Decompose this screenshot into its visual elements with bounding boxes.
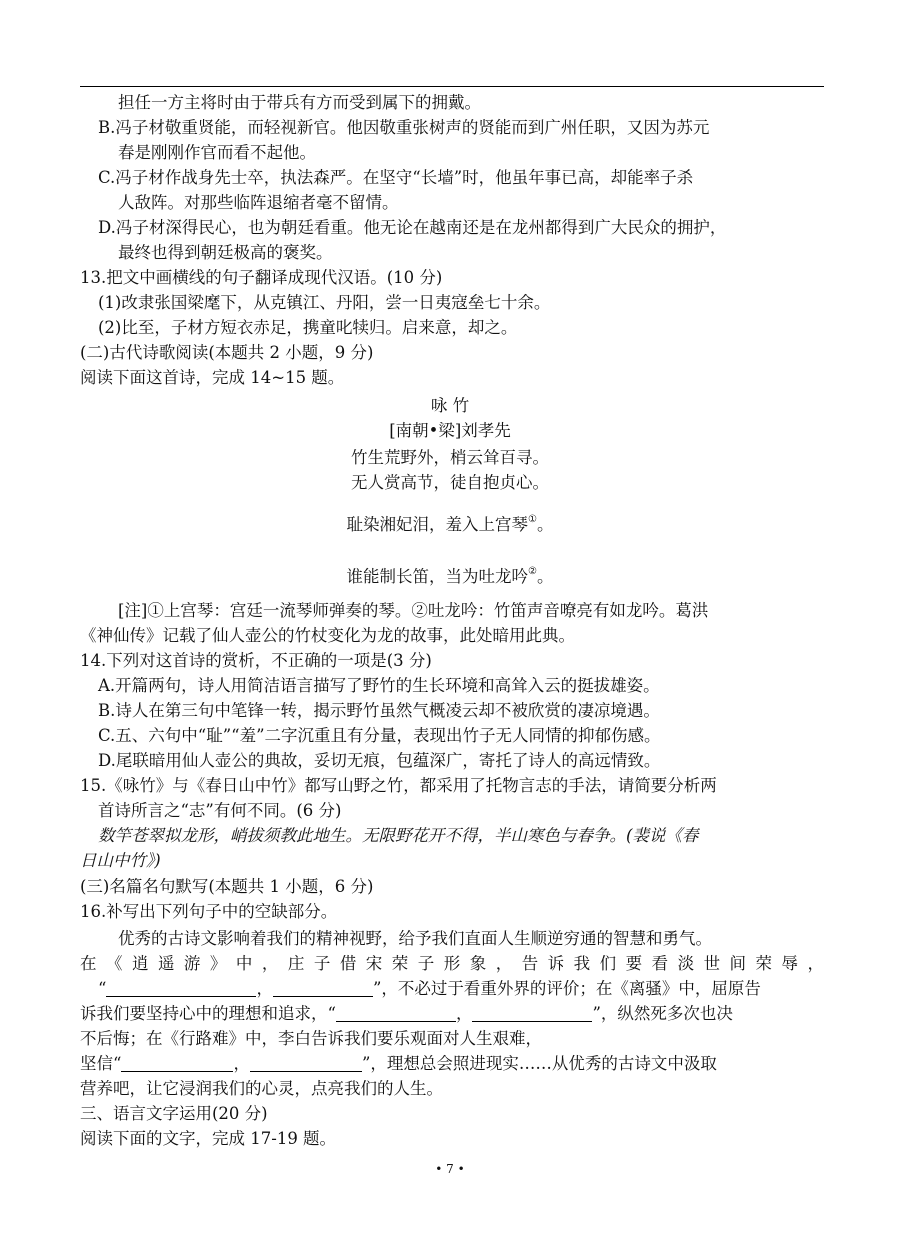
q13-item-1: (1)改隶张国梁麾下，从克镇江、丹阳，尝一日夷寇垒七十余。 (98, 293, 551, 312)
q15-stem: 15.《咏竹》与《春日山中竹》都写山野之竹，都采用了托物言志的手法，请简要分析两 (80, 776, 717, 795)
q12-option-b-cont: 春是刚刚作官而看不起他。 (118, 143, 316, 162)
poetry-instruction: 阅读下面这首诗，完成 14~15 题。 (80, 368, 345, 387)
q13-item-2: (2)比至，子材方短衣赤足，携童叱犊归。启来意，却之。 (98, 318, 518, 337)
q14-option-b: B.诗人在第三句中笔锋一转，揭示野竹虽然气概凌云却不被欣赏的凄凉境遇。 (98, 701, 660, 720)
poem-title: 咏 竹 (430, 396, 470, 415)
q14-option-d: D.尾联暗用仙人壶公的典故，妥切无痕，包蕴深广，寄托了诗人的高远情致。 (98, 751, 661, 770)
note-marker-1: ① (528, 514, 537, 525)
q14-option-c: C.五、六句中“耻”“羞”二字沉重且有分量，表现出竹子无人同情的抑郁伤感。 (98, 726, 661, 745)
poem-line-4-text: 谁能制长笛，当为吐龙吟 (346, 567, 529, 586)
q16-text-2 (98, 978, 761, 1000)
blank-6[interactable] (250, 1055, 362, 1072)
q16-text-3 (80, 1003, 733, 1025)
q16-text-6: 营养吧，让它浸润我们的心灵，点亮我们的人生。 (80, 1079, 443, 1098)
q16-text-3-rest: ”，纵然死多次也决 (592, 1004, 733, 1023)
q16-text-2-rest: ”，不必过于看重外界的评价；在《离骚》中，屈原告 (372, 979, 761, 998)
q16-text-4: 不后悔；在《行路难》中，李白告诉我们要乐观面对人生艰难， (80, 1029, 542, 1048)
section-poetry-heading: (二)古代诗歌阅读(本题共 2 小题，9 分) (80, 343, 374, 362)
blank-5[interactable] (121, 1055, 233, 1072)
poem-line-1: 竹生荒野外，梢云耸百寻。 (351, 448, 549, 467)
q12-option-d: D.冯子材深得民心，也为朝廷看重。他无论在越南还是在龙州都得到广大民众的拥护， (98, 218, 727, 237)
poem-author: [南朝•梁]刘孝先 (389, 421, 511, 440)
q15-stem-cont: 首诗所言之“志”有何不同。(6 分) (98, 801, 342, 820)
q16-comma-3: ， (233, 1054, 250, 1073)
q12-option-c: C.冯子材作战身先士卒，执法森严。在坚守“长墙”时，他虽年事已高，却能率子杀 (98, 168, 694, 187)
q13-stem: 13.把文中画横线的句子翻译成现代汉语。(10 分) (80, 268, 443, 287)
q12-option-c-cont: 人敌阵。对那些临阵退缩者毫不留情。 (118, 193, 399, 212)
q12-option-d-cont: 最终也得到朝廷极高的褒奖。 (118, 243, 333, 262)
q16-text-5-rest: ”，理想总会照进现实……从优秀的古诗文中汲取 (361, 1054, 717, 1073)
blank-4[interactable] (472, 1005, 592, 1022)
blank-2[interactable] (273, 980, 373, 997)
q12-option-b: B.冯子材敬重贤能，而轻视新官。他因敬重张树声的贤能而到广州任职，又因为苏元 (98, 118, 710, 137)
q16-text-3-lead: 诉我们要坚持心中的理想和追求，“ (80, 1004, 336, 1023)
header-rule (80, 86, 824, 87)
q16-intro: 优秀的古诗文影响着我们的精神视野，给予我们直面人生顺逆穷通的智慧和勇气。 (118, 929, 712, 948)
q15-poem-cont: 日山中竹》) (80, 851, 161, 870)
q16-text-1: 在《逍遥游》中，庄子借宋荣子形象，告诉我们要看淡世间荣辱， (80, 954, 824, 973)
poem-line-3-end: 。 (536, 515, 554, 534)
poem-line-4 (0, 561, 900, 586)
blank-3[interactable] (336, 1005, 456, 1022)
q14-option-a: A.开篇两句，诗人用简洁语言描写了野竹的生长环境和高耸入云的挺拔雄姿。 (98, 676, 660, 695)
poem-line-2: 无人赏高节，徒自抱贞心。 (351, 473, 549, 492)
q15-poem: 数竿苍翠拟龙形，峭拔须教此地生。无限野花开不得，半山寒色与春争。(裴说《春 (98, 826, 699, 845)
blank-1[interactable] (106, 980, 256, 997)
section-dictation-heading: (三)名篇名句默写(本题共 1 小题，6 分) (80, 877, 374, 896)
page-number: • 7 • (435, 1162, 465, 1176)
poem-line-3 (0, 509, 900, 534)
poem-line-3-text: 耻染湘妃泪，羞入上宫琴 (346, 515, 529, 534)
q16-stem: 16.补写出下列句子中的空缺部分。 (80, 902, 338, 921)
q16-text-5-lead: 坚信“ (80, 1054, 122, 1073)
poem-note: [注]①上宫琴：宫廷一流琴师弹奏的琴。②吐龙吟：竹笛声音嘹亮有如龙吟。葛洪 (118, 601, 709, 620)
q16-quote-open: “ (98, 979, 107, 998)
language-instruction: 阅读下面的文字，完成 17-19 题。 (80, 1129, 337, 1148)
q16-comma-1: ， (256, 979, 273, 998)
section-language-heading: 三、语言文字运用(20 分) (80, 1104, 268, 1123)
q14-stem: 14.下列对这首诗的赏析，不正确的一项是(3 分) (80, 651, 432, 670)
note-marker-2: ② (528, 566, 537, 577)
q16-text-5 (80, 1053, 717, 1075)
poem-note-cont: 《神仙传》记载了仙人壶公的竹杖变化为龙的故事，此处暗用此典。 (80, 626, 575, 645)
q16-comma-2: ， (455, 1004, 473, 1023)
poem-line-4-end: 。 (536, 567, 554, 586)
q12-option-a-cont: 担任一方主将时由于带兵有方而受到属下的拥戴。 (118, 93, 481, 112)
